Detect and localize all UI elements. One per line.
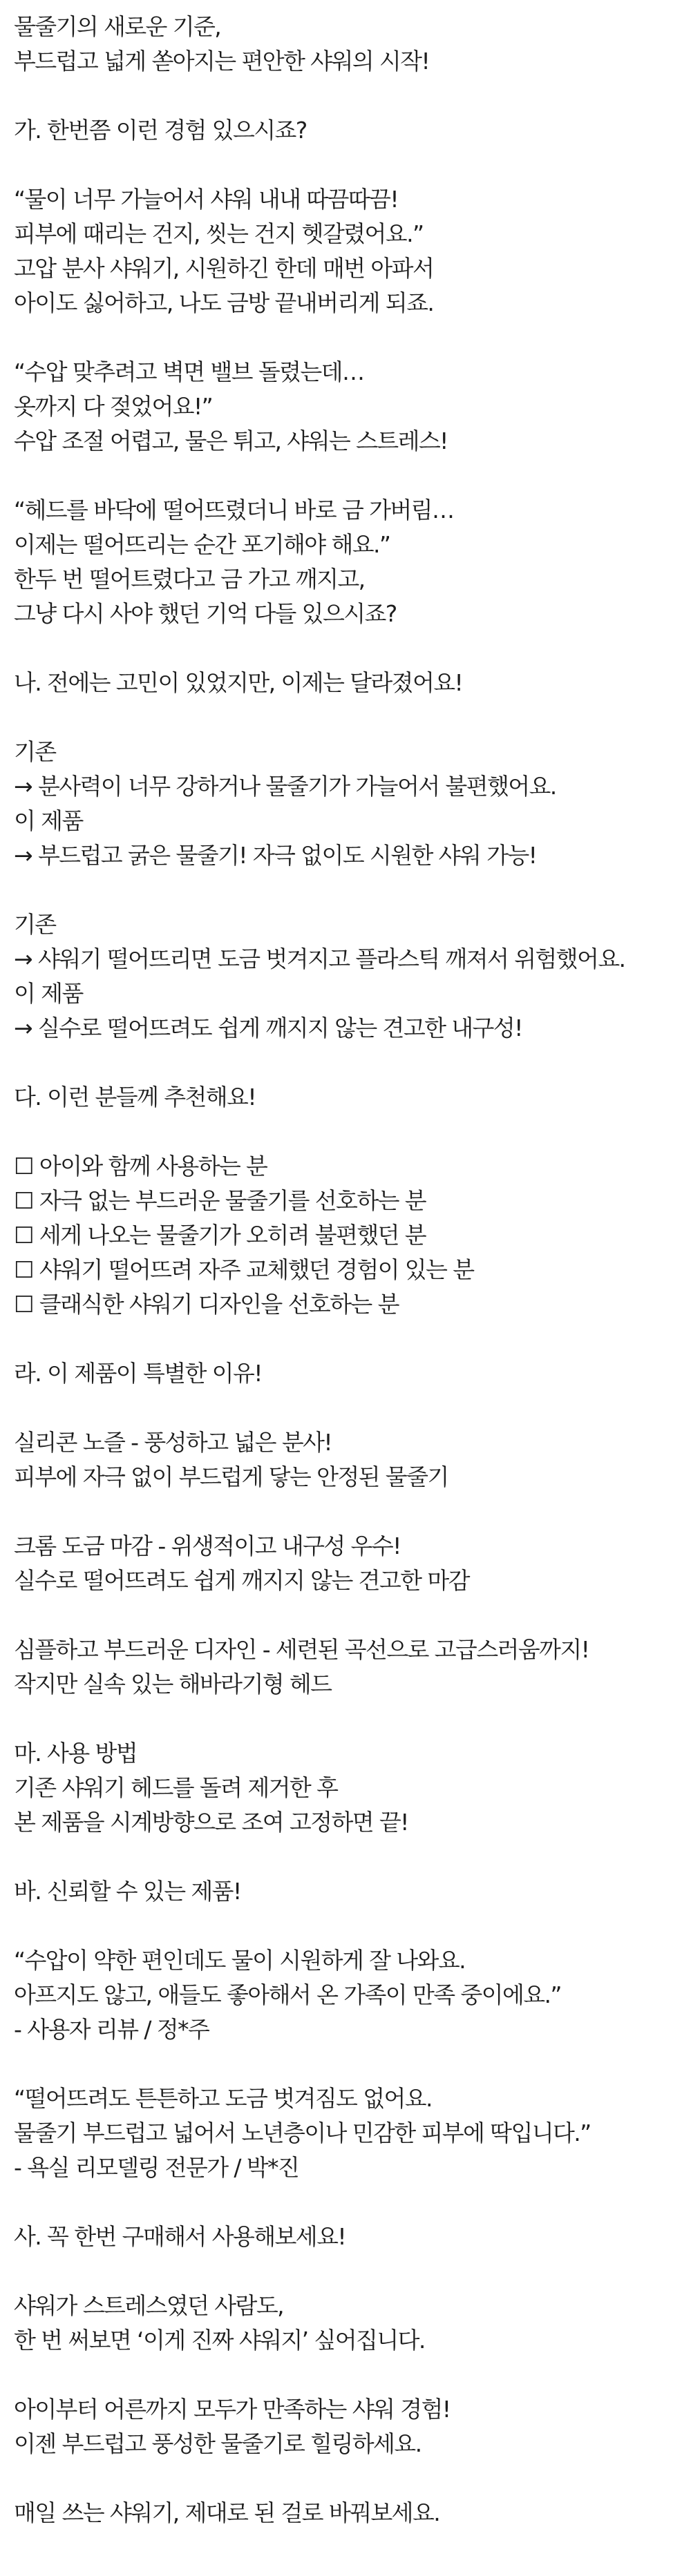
text-line: → 분사력이 너무 강하거나 물줄기가 가늘어서 불편했어요.	[14, 773, 556, 800]
review-author: - 욕실 리모델링 전문가 / 박*진	[14, 2154, 299, 2181]
text-line: 가. 한번쯤 이런 경험 있으시죠?	[14, 117, 307, 144]
text-line: 물줄기 부드럽고 넓어서 노년층이나 민감한 피부에 딱입니다.”	[14, 2120, 591, 2146]
text-line: 실리콘 노즐 - 풍성하고 넓은 분사!	[14, 1429, 332, 1456]
text-line: 라. 이 제품이 특별한 이유!	[14, 1360, 262, 1387]
section-heading-da	[14, 1080, 677, 1115]
text-line: → 실수로 떨어뜨려도 쉽게 깨지지 않는 견고한 내구성!	[14, 1015, 522, 1041]
text-line: 사. 꼭 한번 구매해서 사용해보세요!	[14, 2223, 346, 2250]
comparison-1	[14, 735, 677, 873]
feature-chrome-finish	[14, 1529, 677, 1598]
text-line: → 샤워기 떨어뜨리면 도금 벗겨지고 플라스틱 깨져서 위험했어요.	[14, 945, 625, 972]
recommendation-checklist	[14, 1149, 677, 1322]
section-heading-na	[14, 666, 677, 700]
section-heading-ga	[14, 113, 677, 148]
text-line: 한 번 써보면 ‘이게 진짜 샤워지’ 싶어집니다.	[14, 2327, 425, 2354]
text-line: 한두 번 떨어트렸다고 금 가고 깨지고,	[14, 566, 365, 593]
text-line: 크롬 도금 마감 - 위생적이고 내구성 우수!	[14, 1532, 401, 1559]
experience-quote-1	[14, 182, 677, 320]
checklist-item: ☐ 샤워기 떨어뜨려 자주 교체했던 경험이 있는 분	[14, 1256, 474, 1283]
text-line: 샤워가 스트레스였던 사람도,	[14, 2292, 284, 2319]
feature-design	[14, 1633, 677, 1702]
text-line: 고압 분사 샤워기, 시원하긴 한데 매번 아파서	[14, 255, 434, 282]
text-line: 옷까지 다 젖었어요!”	[14, 393, 213, 420]
text-line: “수압 맞추려고 벽면 밸브 돌렸는데…	[14, 358, 364, 385]
experience-quote-3	[14, 493, 677, 631]
text-line: 피부에 때리는 건지, 씻는 건지 헷갈렸어요.”	[14, 220, 424, 247]
text-line: “헤드를 바닥에 떨어뜨렸더니 바로 금 가버림…	[14, 497, 454, 523]
text-line: 실수로 떨어뜨려도 쉽게 깨지지 않는 견고한 마감	[14, 1567, 469, 1594]
text-line: 매일 쓰는 샤워기, 제대로 된 걸로 바꿔보세요.	[14, 2499, 440, 2526]
intro-headline	[14, 10, 677, 79]
checklist-item: ☐ 세게 나오는 물줄기가 오히려 불편했던 분	[14, 1222, 426, 1249]
review-quote-2	[14, 2082, 677, 2185]
text-line: 작지만 실속 있는 해바라기형 헤드	[14, 1671, 332, 1698]
text-line: 심플하고 부드러운 디자인 - 세련된 곡선으로 고급스러움까지!	[14, 1636, 589, 1663]
text-line: 그냥 다시 사야 했던 기억 다들 있으시죠?	[14, 600, 397, 627]
checklist-item: ☐ 자극 없는 부드러운 물줄기를 선호하는 분	[14, 1187, 426, 1214]
text-line: → 부드럽고 굵은 물줄기! 자극 없이도 시원한 샤워 가능!	[14, 842, 537, 869]
experience-quote-2	[14, 355, 677, 459]
text-line: 물줄기의 새로운 기준,	[14, 13, 221, 40]
text-line: 나. 전에는 고민이 있었지만, 이제는 달라졌어요!	[14, 669, 463, 696]
closing-paragraph-2	[14, 2392, 677, 2461]
section-heading-sa	[14, 2220, 677, 2254]
text-line: 아이부터 어른까지 모두가 만족하는 샤워 경험!	[14, 2396, 451, 2423]
text-line: 피부에 자극 없이 부드럽게 닿는 안정된 물줄기	[14, 1463, 448, 1490]
text-line: 이 제품	[14, 807, 83, 834]
text-line: 수압 조절 어렵고, 물은 튀고, 샤워는 스트레스!	[14, 427, 448, 454]
text-line: 다. 이런 분들께 추천해요!	[14, 1084, 256, 1111]
text-line: 이제는 떨어뜨리는 순간 포기해야 해요.”	[14, 531, 390, 558]
closing-cta	[14, 2496, 677, 2530]
section-heading-ba	[14, 1874, 677, 1909]
text-line: 부드럽고 넓게 쏟아지는 편안한 샤워의 시작!	[14, 48, 430, 75]
text-line: “떨어뜨려도 튼튼하고 도금 벗겨짐도 없어요.	[14, 2085, 432, 2112]
text-line: “수압이 약한 편인데도 물이 시원하게 잘 나와요.	[14, 1947, 466, 1974]
text-line: 기존	[14, 911, 56, 938]
text-line: “물이 너무 가늘어서 샤워 내내 따끔따끔!	[14, 186, 399, 213]
checklist-item: ☐ 클래식한 샤워기 디자인을 선호하는 분	[14, 1291, 399, 1318]
text-line: 기존	[14, 738, 56, 765]
review-quote-1	[14, 1943, 677, 2047]
text-line: 이젠 부드럽고 풍성한 물줄기로 힐링하세요.	[14, 2430, 422, 2457]
review-author: - 사용자 리뷰 / 정*주	[14, 2016, 209, 2043]
text-line: 마. 사용 방법	[14, 1740, 138, 1767]
text-line: 바. 신뢰할 수 있는 제품!	[14, 1878, 241, 1905]
text-line: 이 제품	[14, 980, 83, 1007]
text-line: 아프지도 않고, 애들도 좋아해서 온 가족이 만족 중이에요.”	[14, 1981, 561, 2008]
comparison-2	[14, 907, 677, 1046]
checklist-item: ☐ 아이와 함께 사용하는 분	[14, 1153, 267, 1180]
text-line: 아이도 싫어하고, 나도 금방 끝내버리게 되죠.	[14, 289, 434, 316]
text-line: 본 제품을 시계방향으로 조여 고정하면 끝!	[14, 1809, 408, 1836]
text-line: 기존 샤워기 헤드를 돌려 제거한 후	[14, 1774, 338, 1801]
feature-silicone-nozzle	[14, 1425, 677, 1494]
usage-instructions	[14, 1736, 677, 1840]
section-heading-ra	[14, 1356, 677, 1391]
closing-paragraph-1	[14, 2289, 677, 2358]
